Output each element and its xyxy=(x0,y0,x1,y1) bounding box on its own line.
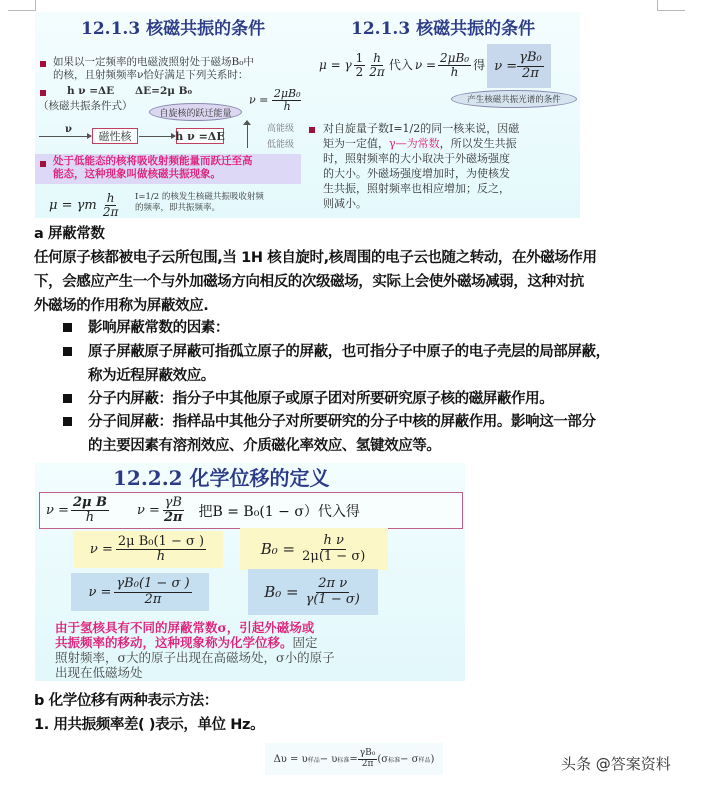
formula-numerator: γB₀ xyxy=(519,50,542,66)
formula-text: ) xyxy=(430,753,435,765)
condition-label: （核磁共振条件式） xyxy=(38,100,133,112)
formula-denominator: 2μ(1 − σ) xyxy=(302,548,366,564)
formula-lhs: μ = γm xyxy=(49,198,97,214)
energy-level-arrow-icon xyxy=(247,122,248,148)
resonance-condition-box xyxy=(487,44,551,88)
formula-denominator: 2π xyxy=(369,65,385,80)
paragraph-line: 则减小。 xyxy=(323,197,367,210)
high-energy-level-label: 高能级 xyxy=(267,124,295,134)
formula-numerator: 2μ B xyxy=(72,494,108,510)
formula-numerator: 1 xyxy=(355,51,364,65)
formula-denominator: 2π xyxy=(522,65,539,81)
formula-lhs: ν = xyxy=(89,542,113,557)
formula-denominator: h xyxy=(283,100,291,114)
formula-blue-box-1 xyxy=(71,573,209,611)
slide-nmr-conditions-1 xyxy=(35,12,301,218)
formula-denominator: 2π xyxy=(144,591,162,607)
formula-yellow-box-2 xyxy=(240,528,388,570)
gamma-constant-text: γ—为常数 xyxy=(389,137,440,150)
list-item-1: 1. 用共振频率差( )表示，单位 Hz。 xyxy=(34,717,265,733)
bullet-icon xyxy=(63,323,72,332)
low-energy-level-label: 低能级 xyxy=(267,140,295,150)
formula-nu xyxy=(249,88,301,113)
page-margin-mark-top-left xyxy=(8,0,36,11)
bullet-icon xyxy=(40,90,46,96)
paragraph-line: 生共振，照射频率也相应增加；反之， xyxy=(323,182,510,195)
formula-subscript: 样品 xyxy=(307,756,320,764)
paragraph-line: 的大小。外磁场强度增加时，为使核发 xyxy=(323,167,510,180)
slide-title: 12.1.3 核磁共振的条件 xyxy=(81,19,266,39)
bullet-text: 分子内屏蔽：指分子中其他原子或原子团对所要研究原子核的磁屏蔽作用。 xyxy=(88,391,554,407)
paragraph-line: 外磁场的作用称为屏蔽效应. xyxy=(34,298,209,314)
bullet-text: 如果以一定频率的电磁波照射处于磁场B₀中 xyxy=(53,56,254,68)
paragraph-text: 固定 xyxy=(292,635,318,650)
formula-substitution xyxy=(319,52,485,79)
formula-numerator: 2μ B₀(1 − σ ) xyxy=(117,533,205,549)
formula-text: − σ xyxy=(400,753,419,765)
slide-title: 12.2.2 化学位移的定义 xyxy=(113,466,330,490)
bullet-icon xyxy=(309,127,315,133)
equation-h-nu: h ν =ΔE xyxy=(67,85,115,97)
paragraph-line: 任何原子核都被电子云所包围,当 1H 核自旋时,核周围的电子云也随之转动，在外磁场作用 xyxy=(34,250,597,266)
bullet-text: 影响屏蔽常数的因素： xyxy=(88,320,229,336)
formula-nu-b xyxy=(46,496,109,526)
formula-lhs: B₀ = xyxy=(264,583,299,601)
watermark: 头条 @答案资料 xyxy=(561,755,671,773)
formula-mu xyxy=(49,192,120,218)
magnetic-nucleus-box: 磁性核 xyxy=(92,128,138,144)
formula-subscript: 样品 xyxy=(418,756,431,764)
arrow-up-icon xyxy=(243,120,251,125)
formula-numerator: 2π ν xyxy=(318,576,348,592)
slide-nmr-conditions-2 xyxy=(301,12,580,218)
bullet-text: 的核，且射频频率ν恰好满足下列关系时： xyxy=(53,69,249,81)
note-text: 的频率，即共振频率。 xyxy=(135,203,221,213)
paragraph-text: ，所以发生共振 xyxy=(439,137,517,150)
highlight-text: 共振频率的移动，这种现象称为化学位移。 xyxy=(55,635,293,650)
formula-text: = xyxy=(349,753,358,765)
bullet-icon xyxy=(40,61,46,67)
paragraph-line: 下，会感应产生一个与外加磁场方向相反的次级磁场，实际上会使外磁场减弱，这种对抗 xyxy=(34,274,584,290)
energy-box: h ν =ΔE xyxy=(175,129,225,143)
formula-subscript: 标准 xyxy=(337,756,350,764)
transition-energy-ellipse: 自旋核的跃迁能量 xyxy=(149,103,242,121)
frequency-difference-formula xyxy=(265,743,443,775)
slide-chemical-shift-definition xyxy=(35,463,465,681)
bullet-icon xyxy=(63,347,72,356)
chemical-shift-definition-text: 由于氢核具有不同的屏蔽常数σ，引起外磁场或 xyxy=(55,620,315,635)
highlight-text: 能态，这种现象叫做核磁共振现象。 xyxy=(53,168,221,180)
formula-denominator: h xyxy=(156,549,166,564)
paragraph-text: 矩为一定值， xyxy=(323,137,389,150)
formula-lhs: ν = xyxy=(494,58,518,74)
formula-text: − υ xyxy=(319,753,338,765)
bullet-icon xyxy=(63,417,72,426)
formula-lhs: ν = xyxy=(88,584,112,600)
formula-lhs: μ = γ xyxy=(319,58,352,73)
formula-numerator: γB₀ xyxy=(359,747,376,758)
highlight-text: 处于低能态的核将吸收射频能量而跃迁至高 xyxy=(53,155,253,167)
bullet-text: 称为近程屏蔽效应。 xyxy=(88,368,215,384)
equation-delta-e: ΔE=2μ B₀ xyxy=(135,85,193,97)
section-b-heading: b 化学位移有两种表示方法： xyxy=(34,693,218,709)
formula-yellow-box-1 xyxy=(73,531,223,568)
paragraph-line: 照射频率，σ大的原子出现在高磁场处，σ小的原子 xyxy=(55,650,335,665)
formula-lhs: ν = xyxy=(46,503,69,518)
formula-lhs: B₀ = xyxy=(260,540,296,558)
formula-denominator: 2π xyxy=(102,205,119,218)
formula-numerator: h ν xyxy=(323,533,344,549)
formula-outline-box xyxy=(39,492,463,529)
section-a-heading: a 屏蔽常数 xyxy=(34,226,105,242)
chemical-shift-definition-text xyxy=(55,635,318,650)
formula-subscript: 标准 xyxy=(388,756,401,764)
slide-title: 12.1.3 核磁共振的条件 xyxy=(351,19,536,39)
formula-numerator: 2μB₀ xyxy=(440,51,470,65)
formula-numerator: h xyxy=(106,191,115,205)
formula-numerator: γB₀(1 − σ ) xyxy=(116,576,190,592)
bullet-text: 分子间屏蔽：指样品中其他分子对所要研究的分子中核的屏蔽作用。影响这一部分 xyxy=(88,414,596,430)
paragraph-line: 时，照射频率的大小取决于外磁场强度 xyxy=(323,152,510,165)
formula-numerator: γB xyxy=(164,494,182,510)
formula-numerator: 2μB₀ xyxy=(273,87,301,100)
paragraph-line: 出现在低磁场处 xyxy=(55,665,143,680)
formula-text: (σ xyxy=(377,753,389,765)
nu-arrow-label: ν xyxy=(65,124,72,135)
formula-denominator: h xyxy=(85,510,95,525)
formula-denominator: 2π xyxy=(163,510,183,525)
formula-nu-gamma xyxy=(137,496,185,526)
formula-denominator: h xyxy=(450,65,459,80)
formula-denominator: γ(1 − σ) xyxy=(305,591,360,607)
nmr-condition-ellipse: 产生核磁共振光谱的条件 xyxy=(451,90,577,108)
formula-numerator: h xyxy=(373,51,381,65)
bullet-icon xyxy=(40,161,46,167)
formula-denominator: 2π xyxy=(361,758,374,769)
formula-denominator: 2 xyxy=(355,65,364,80)
formula-lhs: ν = xyxy=(249,93,269,107)
bullet-icon xyxy=(63,394,72,403)
paragraph-line: 对自旋量子数I=1/2的同一核来说，因磁 xyxy=(323,122,520,135)
formula-text: Δυ = υ xyxy=(273,753,308,765)
formula-text: 代入 xyxy=(388,58,413,73)
formula-text: 得 xyxy=(473,58,486,73)
formula-lhs: ν = xyxy=(414,58,437,73)
formula-blue-box-2 xyxy=(248,569,378,615)
substitution-text: 把B = B₀(1 − σ）代入得 xyxy=(198,503,360,520)
bullet-text: 的主要因素有溶剂效应、介质磁化率效应、氢键效应等。 xyxy=(88,438,441,454)
note-text: I=1/2 的核发生核磁共振吸收射频 xyxy=(135,192,264,202)
formula-lhs: ν = xyxy=(137,503,160,518)
page-margin-mark-top-right xyxy=(657,0,685,11)
arrow-right-icon xyxy=(39,136,91,137)
paragraph-line xyxy=(323,136,517,151)
bullet-text: 原子屏蔽原子屏蔽可指孤立原子的屏蔽，也可指分子中原子的电子壳层的局部屏蔽， xyxy=(88,344,610,360)
arrow-right-icon xyxy=(139,136,175,137)
